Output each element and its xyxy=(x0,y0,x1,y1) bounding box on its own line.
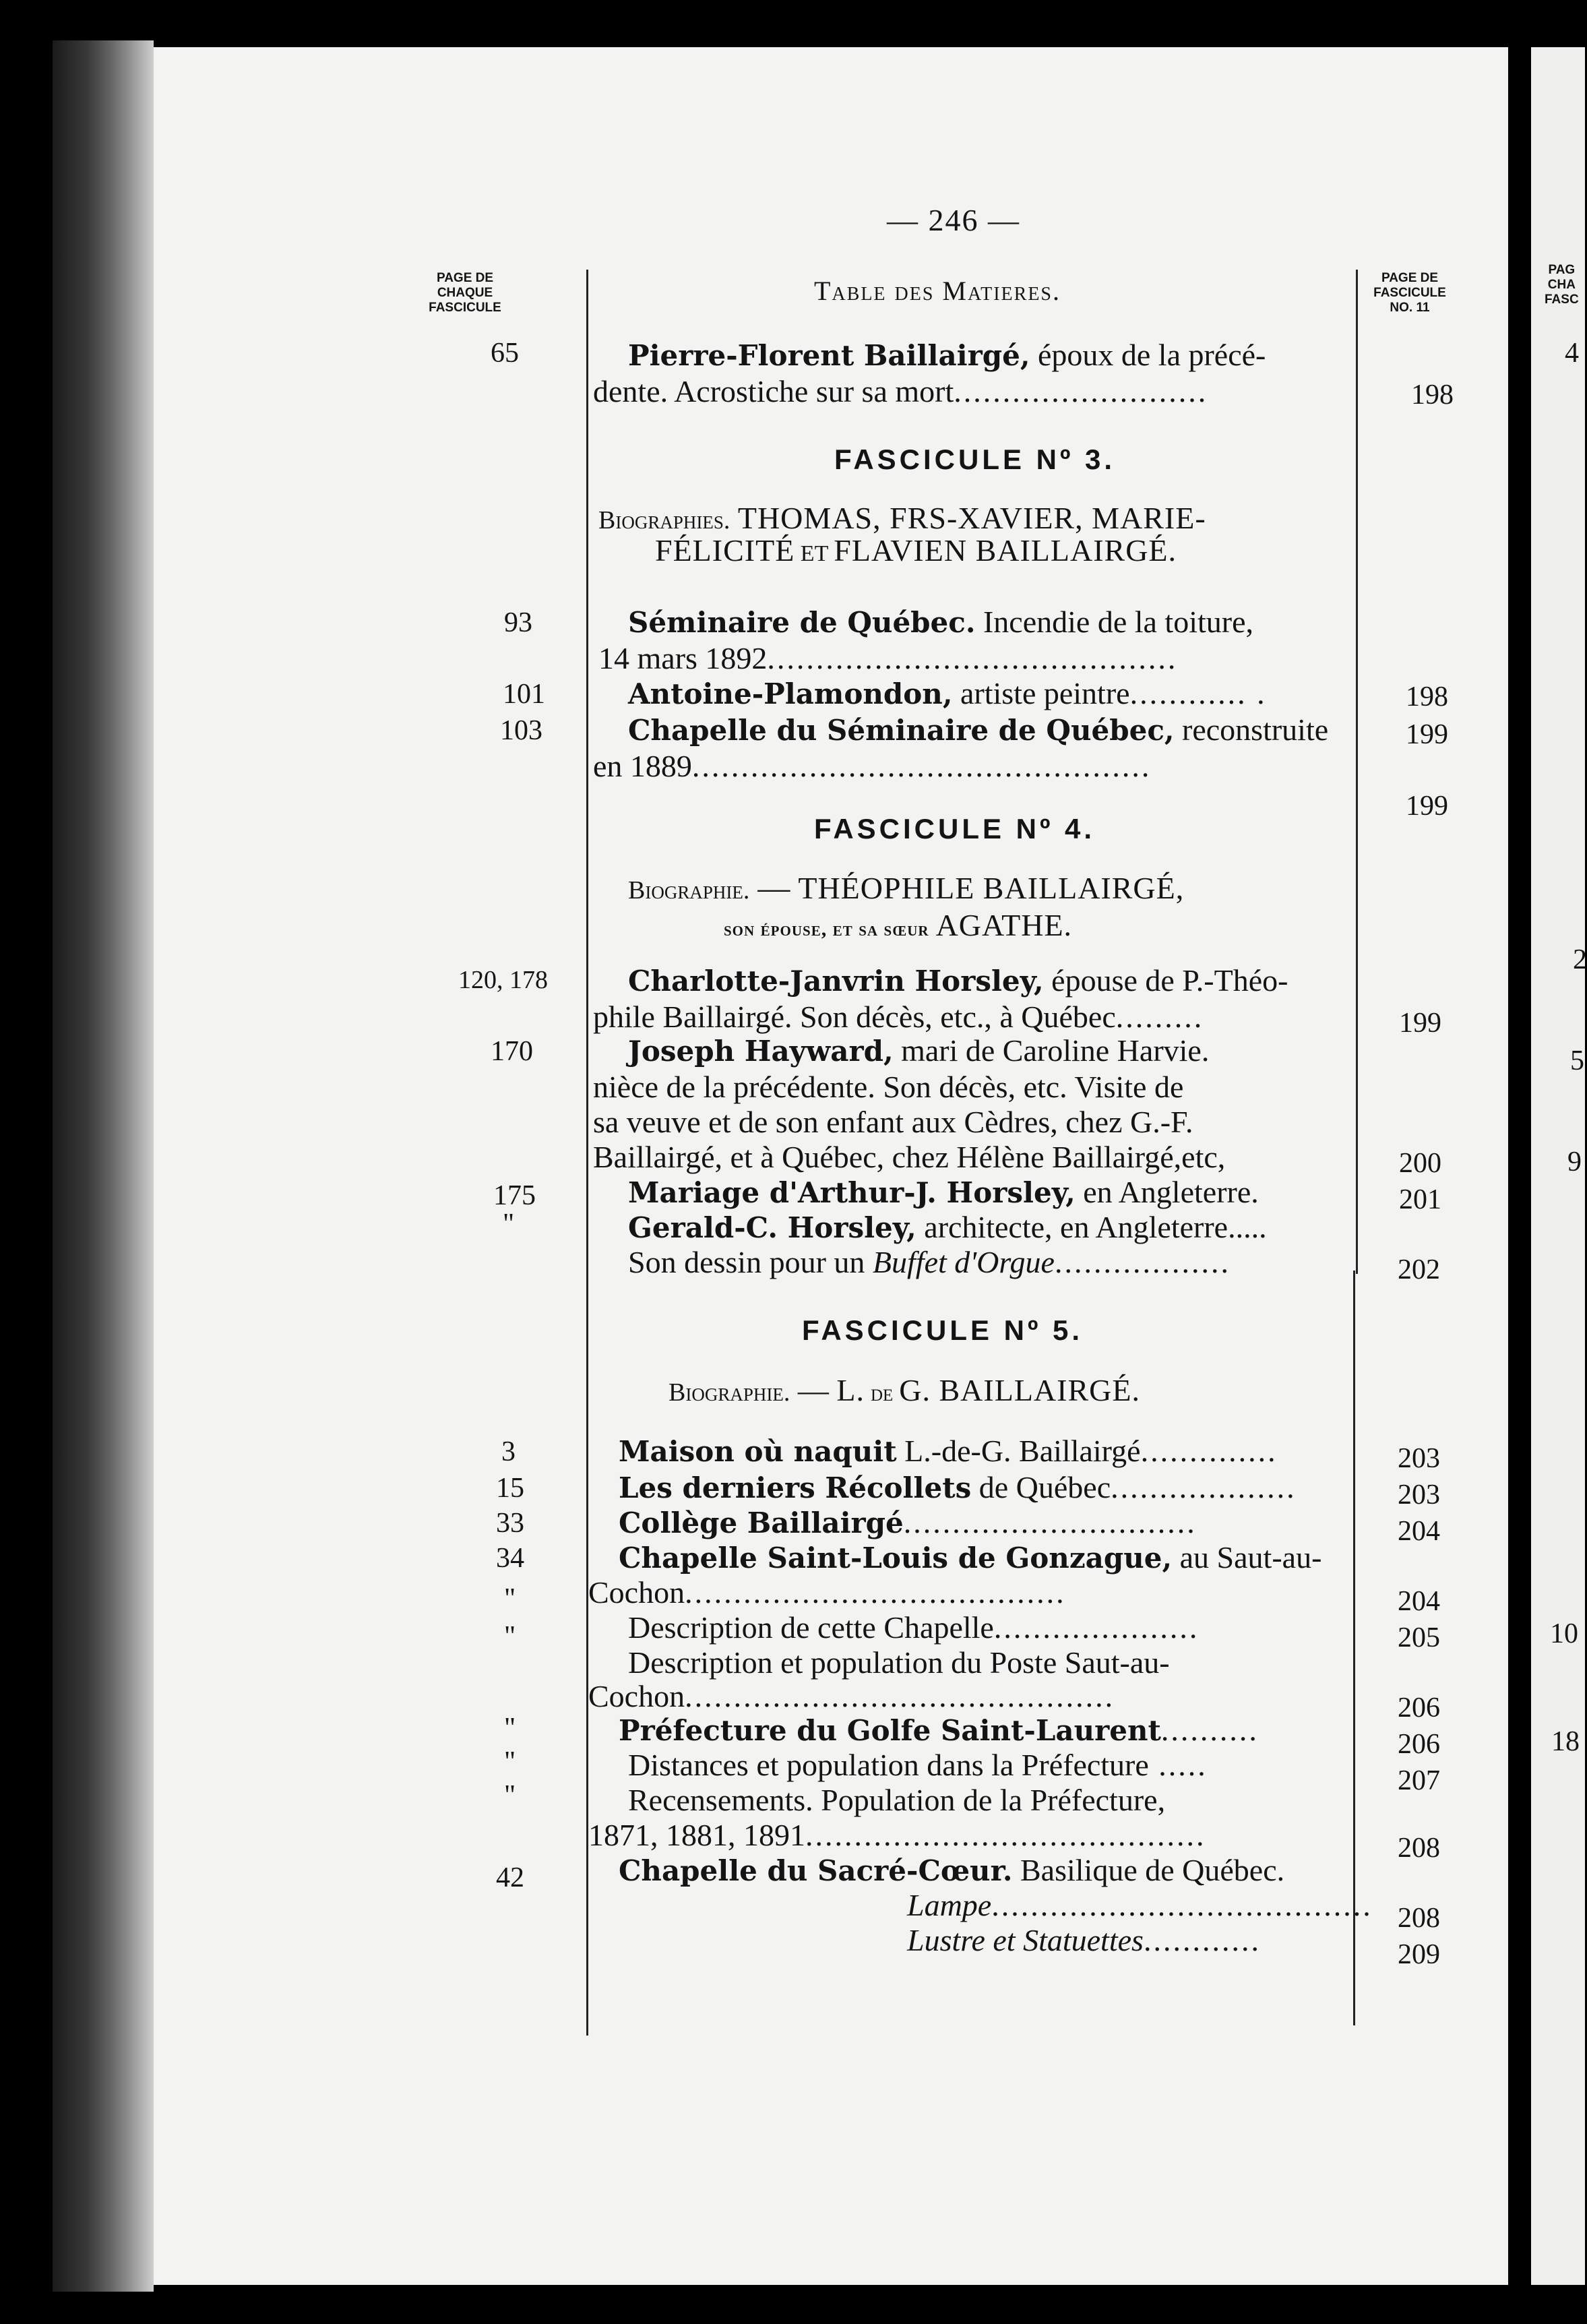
header-line: PAG xyxy=(1548,263,1576,277)
right-page-ref: 209 xyxy=(1398,1939,1440,1970)
ditto-mark: " xyxy=(504,1746,516,1777)
left-page-ref: 103 xyxy=(500,715,542,746)
left-page-ref: 120, 178 xyxy=(458,966,548,994)
adjacent-mark: 18 xyxy=(1551,1726,1580,1757)
entry-text: phile Baillairgé. Son décès, etc., à Québec xyxy=(593,1000,1116,1034)
toc-entry xyxy=(619,1504,1197,1541)
section-heading: FASCICULE Nº 3. xyxy=(834,444,1116,475)
biography-line xyxy=(598,500,1206,536)
toc-entry xyxy=(619,1469,1297,1506)
right-page-ref: 208 xyxy=(1398,1903,1440,1934)
book-spine-shadow xyxy=(53,40,154,2292)
leader-dots: .......... xyxy=(1160,1713,1259,1747)
ditto-mark: " xyxy=(504,1713,516,1744)
entry-text: reconstruite xyxy=(1174,712,1329,747)
left-column-header xyxy=(423,271,507,315)
left-page-ref: 175 xyxy=(493,1180,536,1211)
entry-text: Basilique de Québec. xyxy=(1012,1853,1285,1887)
toc-entry xyxy=(628,1209,1267,1246)
header-line: PAGE DE xyxy=(436,271,494,285)
right-page-ref: 203 xyxy=(1398,1443,1440,1474)
entry-text: 1871, 1881, 1891 xyxy=(588,1818,805,1852)
header-line: FASC xyxy=(1545,293,1579,307)
leader-dots: .................. xyxy=(1054,1245,1231,1279)
bio-names: FLAVIEN BAILLAIRGÉ. xyxy=(834,533,1177,568)
left-page-ref: 34 xyxy=(496,1543,524,1574)
toc-entry-continuation: Baillairgé, et à Québec, chez Hélène Baillairgé,etc, xyxy=(593,1140,1226,1174)
toc-entry xyxy=(619,1539,1321,1577)
bio-names: G. BAILLAIRGÉ. xyxy=(899,1373,1140,1407)
bio-label: Biographie. xyxy=(668,1378,790,1407)
entry-italic: Lampe xyxy=(907,1888,992,1922)
leader-dots: ..................... xyxy=(993,1610,1200,1645)
toc-entry xyxy=(628,675,1267,712)
right-page-ref: 202 xyxy=(1398,1254,1440,1285)
leader-dots: ............................................ xyxy=(685,1679,1115,1713)
entry-title: Gerald-C. Horsley, xyxy=(628,1211,916,1244)
entry-text: épouse de P.-Théo- xyxy=(1043,963,1288,998)
left-page-ref: 101 xyxy=(503,679,545,710)
left-page-ref: 170 xyxy=(491,1036,533,1067)
section-heading: FASCICULE Nº 4. xyxy=(814,813,1096,845)
toc-entry xyxy=(907,1922,1261,1959)
entry-text: Incendie de la toiture, xyxy=(975,605,1254,639)
toc-entry-continuation xyxy=(593,748,1151,785)
ditto-mark: " xyxy=(503,1209,515,1240)
right-page-ref: 199 xyxy=(1399,1008,1441,1039)
bio-names: FÉLICITÉ xyxy=(655,533,795,568)
toc-entry-continuation xyxy=(588,1678,1115,1715)
toc-entry xyxy=(628,1610,1199,1646)
right-page-ref: 201 xyxy=(1399,1184,1441,1215)
bio-dash: — xyxy=(790,1373,837,1407)
toc-entry-continuation xyxy=(588,1817,1206,1854)
right-page-ref: 198 xyxy=(1406,681,1448,712)
entry-title: Chapelle du Séminaire de Québec, xyxy=(628,714,1175,747)
left-page-ref: 33 xyxy=(496,1508,524,1539)
entry-italic: Buffet d'Orgue xyxy=(872,1245,1055,1279)
left-column-rule xyxy=(586,270,588,2036)
leader-dots: ....................................... xyxy=(991,1888,1373,1922)
header-line: CHA xyxy=(1547,278,1576,292)
adjacent-mark: 4 xyxy=(1565,338,1579,369)
entry-text: époux de la précé- xyxy=(1030,338,1266,372)
right-page-ref: 207 xyxy=(1398,1765,1440,1796)
toc-entry-continuation xyxy=(593,999,1204,1035)
entry-title: Les derniers Récollets xyxy=(619,1471,972,1504)
bio-sub: son épouse, et sa sœur xyxy=(724,918,929,940)
bio-dash: — xyxy=(749,870,799,906)
ditto-mark: " xyxy=(504,1621,516,1652)
entry-text: Son dessin pour un xyxy=(628,1245,873,1279)
header-line: NO. 11 xyxy=(1390,301,1430,315)
header-line: CHAQUE xyxy=(437,286,493,300)
bio-label: Biographie. xyxy=(628,876,750,905)
right-page-ref: 206 xyxy=(1398,1729,1440,1760)
leader-dots: .............................. xyxy=(903,1505,1197,1539)
bio-names: THÉOPHILE BAILLAIRGÉ, xyxy=(798,871,1185,905)
entry-title: Antoine-Plamondon, xyxy=(628,677,953,710)
entry-text: Description et population du Poste Saut-au- xyxy=(628,1645,1170,1680)
right-page-ref: 208 xyxy=(1398,1833,1440,1864)
entry-text: L.-de-G. Baillairgé xyxy=(896,1434,1141,1468)
entry-text: de Québec xyxy=(971,1470,1111,1504)
ditto-mark: " xyxy=(504,1583,516,1614)
biography-line xyxy=(628,869,1184,907)
ditto-mark: " xyxy=(504,1780,516,1811)
entry-title: Séminaire de Québec. xyxy=(628,606,976,639)
adjacent-header xyxy=(1545,263,1579,307)
entry-text: dente. Acrostiche sur sa mort xyxy=(593,374,954,408)
right-page-ref: 199 xyxy=(1406,719,1448,750)
leader-dots: ..... xyxy=(1148,1748,1208,1782)
toc-entry xyxy=(907,1887,1373,1924)
entry-title: Collège Baillairgé xyxy=(619,1506,904,1539)
entry-text: artiste peintre xyxy=(952,676,1130,710)
right-page-ref: 206 xyxy=(1398,1692,1440,1723)
book-page xyxy=(154,47,1508,2285)
leader-dots: ....................................... xyxy=(685,1575,1066,1610)
entry-text: au Saut-au- xyxy=(1172,1540,1322,1574)
entry-title: Préfecture du Golfe Saint-Laurent xyxy=(619,1714,1161,1747)
adjacent-page-edge xyxy=(1531,47,1585,2285)
header-line: FASCICULE xyxy=(429,301,501,315)
toc-entry-continuation xyxy=(598,640,1177,677)
right-column-header xyxy=(1364,271,1456,315)
bio-names: AGATHE. xyxy=(935,908,1073,942)
header-line: PAGE DE xyxy=(1381,271,1439,285)
right-page-ref: 199 xyxy=(1406,791,1448,822)
leader-dots: .............. xyxy=(1140,1434,1278,1468)
toc-entry xyxy=(628,1645,1170,1681)
entry-title: Chapelle Saint-Louis de Gonzague, xyxy=(619,1541,1173,1574)
leader-dots: ......................................... xyxy=(805,1818,1206,1852)
right-page-ref: 205 xyxy=(1398,1622,1440,1653)
left-page-ref: 42 xyxy=(496,1862,524,1893)
entry-text: en Angleterre. xyxy=(1075,1175,1259,1209)
adjacent-mark: 10 xyxy=(1550,1618,1578,1649)
entry-title: Charlotte-Janvrin Horsley, xyxy=(628,965,1044,998)
toc-entry xyxy=(619,1852,1284,1889)
bio-label: Biographies. xyxy=(598,506,730,534)
entry-text: Cochon xyxy=(588,1575,685,1610)
leader-dots: ................... xyxy=(1111,1470,1297,1504)
right-page-ref: 200 xyxy=(1399,1148,1441,1179)
toc-entry xyxy=(628,337,1266,374)
section-heading: FASCICULE Nº 5. xyxy=(802,1314,1084,1346)
right-page-ref: 204 xyxy=(1398,1516,1440,1547)
bio-names: THOMAS, FRS-XAVIER, MARIE- xyxy=(737,501,1206,535)
toc-entry xyxy=(619,1433,1278,1470)
adjacent-mark: 5 xyxy=(1570,1045,1584,1076)
right-page-ref: 203 xyxy=(1398,1479,1440,1510)
adjacent-mark: 2 xyxy=(1573,944,1587,975)
toc-entry xyxy=(628,962,1288,1000)
toc-entry xyxy=(628,712,1328,749)
biography-subline xyxy=(724,907,1072,943)
table-title: Table des Matieres. xyxy=(814,276,1061,306)
leader-dots: ............................................... xyxy=(691,749,1152,783)
header-line: FASCICULE xyxy=(1373,286,1446,300)
left-page-ref: 93 xyxy=(504,607,532,638)
entry-title: Chapelle du Sacré-Cœur. xyxy=(619,1854,1013,1887)
right-page-ref: 198 xyxy=(1411,379,1454,410)
toc-entry-continuation xyxy=(593,373,1208,410)
entry-title: Joseph Hayward, xyxy=(628,1035,894,1068)
page-number: — 246 — xyxy=(887,203,1020,237)
left-page-ref: 3 xyxy=(501,1436,516,1467)
leader-dots: ............ . xyxy=(1129,676,1267,710)
bio-conj: ET xyxy=(795,541,834,566)
bio-conj: de xyxy=(864,1379,900,1406)
adjacent-mark: 9 xyxy=(1567,1146,1582,1178)
entry-text: Recensements. Population de la Préfecture, xyxy=(628,1783,1166,1817)
toc-entry-continuation: nièce de la précédente. Son décès, etc. Visite de xyxy=(593,1070,1184,1104)
right-page-ref: 204 xyxy=(1398,1586,1440,1617)
entry-text: Distances et population dans la Préfecture xyxy=(628,1748,1149,1782)
leader-dots: .......................... xyxy=(954,374,1208,408)
toc-entry xyxy=(628,1174,1259,1211)
entry-text: 14 mars 1892 xyxy=(598,641,768,675)
entry-text: Description de cette Chapelle xyxy=(628,1610,994,1645)
left-page-ref: 15 xyxy=(496,1473,524,1504)
entry-title: Pierre-Florent Baillairgé, xyxy=(628,339,1030,372)
bio-names: L. xyxy=(836,1373,865,1407)
biography-line-2 xyxy=(655,532,1177,568)
toc-entry xyxy=(619,1712,1259,1749)
toc-entry-continuation xyxy=(628,1244,1231,1281)
entry-text: mari de Caroline Harvie. xyxy=(893,1033,1210,1068)
entry-title: Maison où naquit xyxy=(619,1435,897,1468)
entry-text: en 1889 xyxy=(593,749,692,783)
leader-dots: ......... xyxy=(1115,1000,1204,1034)
entry-title: Mariage d'Arthur-J. Horsley, xyxy=(628,1176,1076,1209)
biography-line xyxy=(668,1372,1140,1408)
right-column-rule xyxy=(1356,270,1358,1274)
leader-dots: ............ xyxy=(1143,1923,1261,1957)
left-page-ref: 65 xyxy=(491,338,519,369)
leader-dots: .......................................... xyxy=(767,641,1178,675)
entry-italic: Lustre et Statuettes xyxy=(907,1923,1144,1957)
toc-entry xyxy=(628,1747,1208,1783)
entry-text: architecte, en Angleterre..... xyxy=(916,1210,1267,1244)
toc-entry-continuation xyxy=(588,1574,1066,1611)
toc-entry-continuation: sa veuve et de son enfant aux Cèdres, chez G.-F. xyxy=(593,1105,1193,1139)
toc-entry xyxy=(628,604,1253,641)
toc-entry xyxy=(628,1033,1209,1070)
toc-entry xyxy=(628,1782,1165,1818)
entry-text: Cochon xyxy=(588,1679,685,1713)
